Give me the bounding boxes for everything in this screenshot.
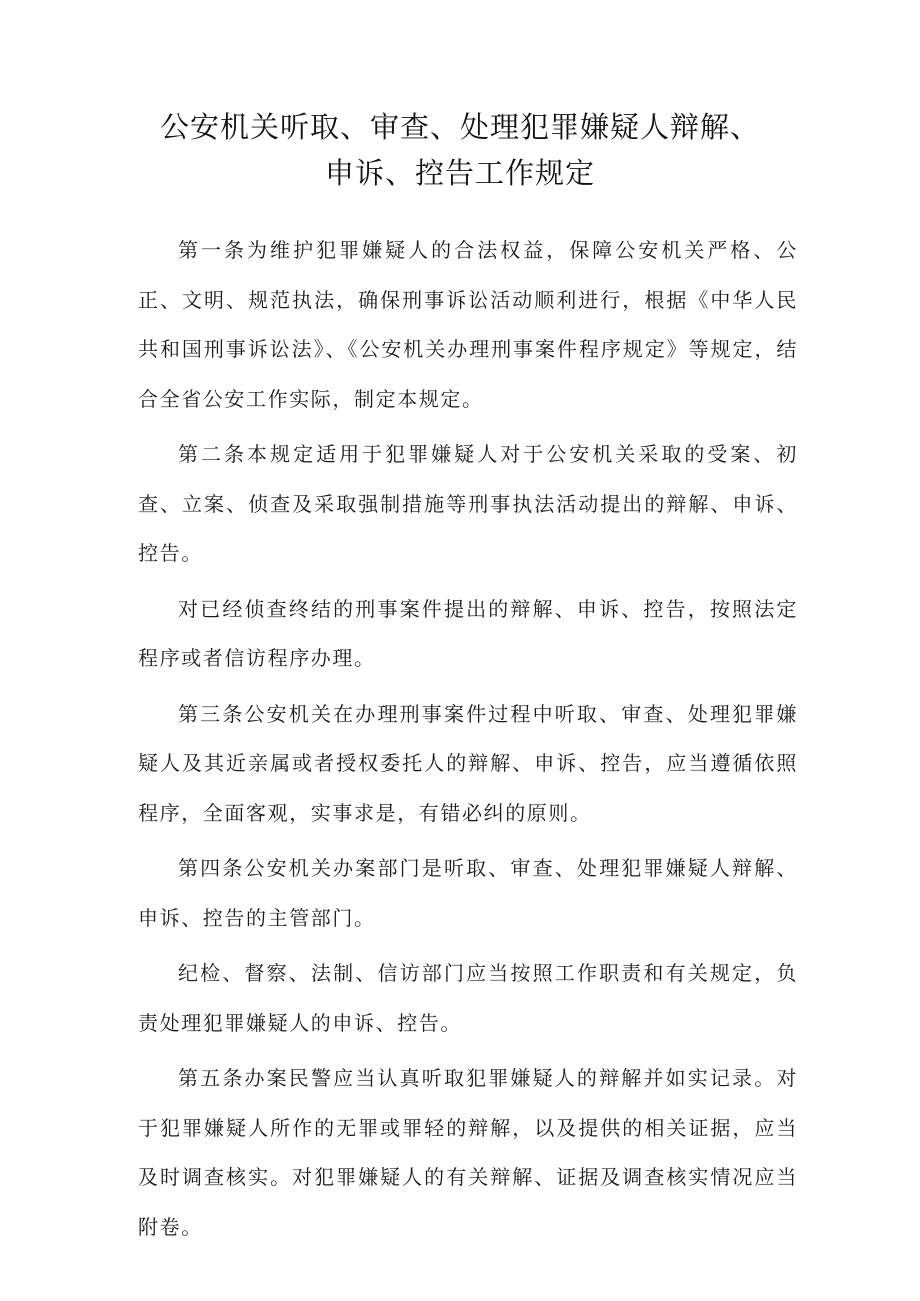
title-line-2: 申诉、控告工作规定 [324, 156, 595, 190]
paragraph-article-2-clause: 对已经侦查终结的刑事案件提出的辩解、申诉、控告，按照法定程序或者信访程序办理。 [138, 596, 798, 670]
paragraph-article-1: 第一条为维护犯罪嫌疑人的合法权益，保障公安机关严格、公正、文明、规范执法，确保刑事诉讼活动顺利进行，根据《中华人民共和国刑事诉讼法》、《公安机关办理刑事案件程序规定》等规定，结合全省公安工作实际，制定本规定。 [138, 238, 798, 411]
paragraph-article-5: 第五条办案民警应当认真听取犯罪嫌疑人的辩解并如实记录。对于犯罪嫌疑人所作的无罪或罪轻的辩解，以及提供的相关证据，应当及时调查核实。对犯罪嫌疑人的有关辩解、证据及调查核实情况应当附卷。 [138, 1066, 798, 1239]
paragraph-article-3: 第三条公安机关在办理刑事案件过程中听取、审查、处理犯罪嫌疑人及其近亲属或者授权委托人的辩解、申诉、控告，应当遵循依照程序，全面客观，实事求是，有错必纠的原则。 [138, 701, 798, 825]
paragraph-article-4-clause: 纪检、督察、法制、信访部门应当按照工作职责和有关规定，负责处理犯罪嫌疑人的申诉、控告。 [138, 961, 798, 1035]
paragraph-article-2: 第二条本规定适用于犯罪嫌疑人对于公安机关采取的受案、初查、立案、侦查及采取强制措施等刑事执法活动提出的辩解、申诉、控告。 [138, 442, 798, 565]
title-line-1: 公安机关听取、审查、处理犯罪嫌疑人辩解、 [159, 110, 760, 144]
paragraph-article-4: 第四条公安机关办案部门是听取、审查、处理犯罪嫌疑人辩解、申诉、控告的主管部门。 [138, 856, 798, 930]
document-body [138, 226, 798, 1258]
document-title [0, 104, 920, 196]
